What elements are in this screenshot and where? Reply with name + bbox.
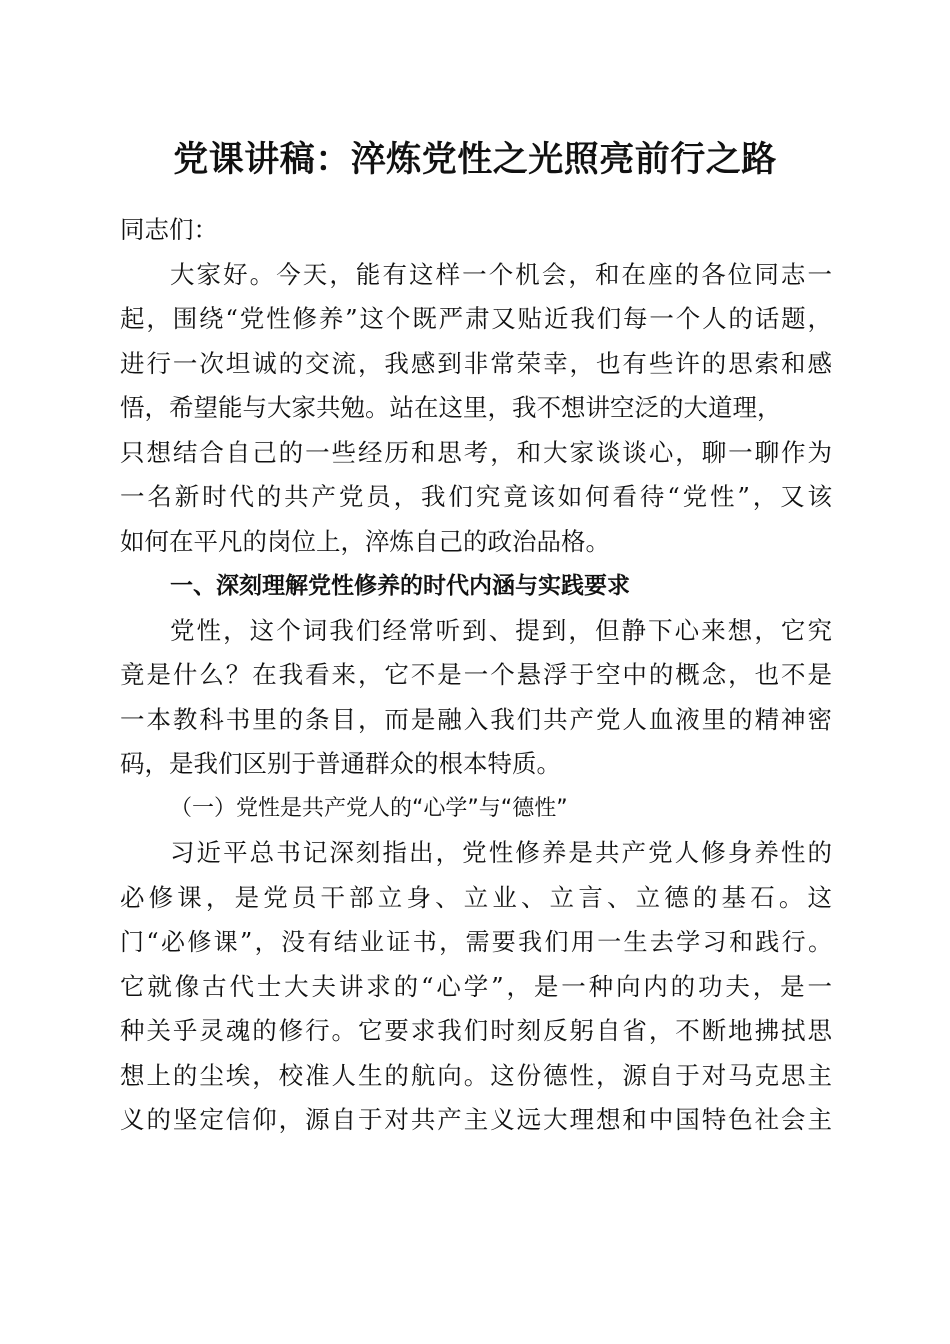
section-heading: 一、深刻理解党性修养的时代内涵与实践要求 [170, 573, 630, 599]
paragraph-line: 如何在平凡的岗位上，淬炼自己的政治品格。 [120, 526, 610, 556]
paragraph-line: 一本教科书里的条目，而是融入我们共产党人血液里的精神密 [120, 704, 832, 734]
paragraph-line: 想上的尘埃，校准人生的航向。这份德性，源自于对马克思主 [120, 1060, 832, 1090]
paragraph-line: 悟，希望能与大家共勉。站在这里，我不想讲空泛的大道理， [120, 393, 782, 422]
paragraph-line: 习近平总书记深刻指出，党性修养是共产党人修身养性的 [170, 838, 832, 867]
paragraph-line: 大家好。今天，能有这样一个机会，和在座的各位同志一 [170, 259, 832, 289]
paragraph-line: 起，围绕“党性修养”这个既严肃又贴近我们每一个人的话题， [120, 304, 832, 333]
paragraph-line: 党性，这个词我们经常听到、提到，但静下心来想，它究 [170, 615, 832, 645]
paragraph-line: 一名新时代的共产党员，我们究竟该如何看待“党性”，又该 [120, 482, 832, 511]
document-title: 党课讲稿：淬炼党性之光照亮前行之路 [173, 139, 777, 180]
subsection-heading: （一）党性是共产党人的“心学”与“德性” [170, 795, 568, 821]
paragraph-line: 它就像古代士大夫讲求的“心学”，是一种向内的功夫，是一 [120, 971, 832, 1001]
paragraph-line: 竟是什么？在我看来，它不是一个悬浮于空中的概念，也不是 [120, 660, 832, 689]
paragraph-intro [120, 253, 832, 565]
paragraph-line: 只想结合自己的一些经历和思考，和大家谈谈心，聊一聊作为 [120, 437, 832, 467]
paragraph-line: 码，是我们区别于普通群众的根本特质。 [120, 749, 561, 778]
document-body [120, 208, 832, 1143]
paragraph-line: 种关乎灵魂的修行。它要求我们时刻反躬自省，不断地拂拭思 [120, 1016, 832, 1045]
paragraph-line: 门“必修课”，没有结业证书，需要我们用一生去学习和践行。 [120, 928, 832, 956]
paragraph-heart-study [120, 831, 832, 1143]
salutation: 同志们： [120, 215, 218, 244]
paragraph-party-spirit [120, 609, 832, 787]
paragraph-line: 义的坚定信仰，源自于对共产主义远大理想和中国特色社会主 [120, 1105, 832, 1134]
paragraph-line: 必修课，是党员干部立身、立业、立言、立德的基石。这 [120, 882, 832, 912]
paragraph-line: 进行一次坦诚的交流，我感到非常荣幸，也有些许的思索和感 [120, 348, 832, 378]
